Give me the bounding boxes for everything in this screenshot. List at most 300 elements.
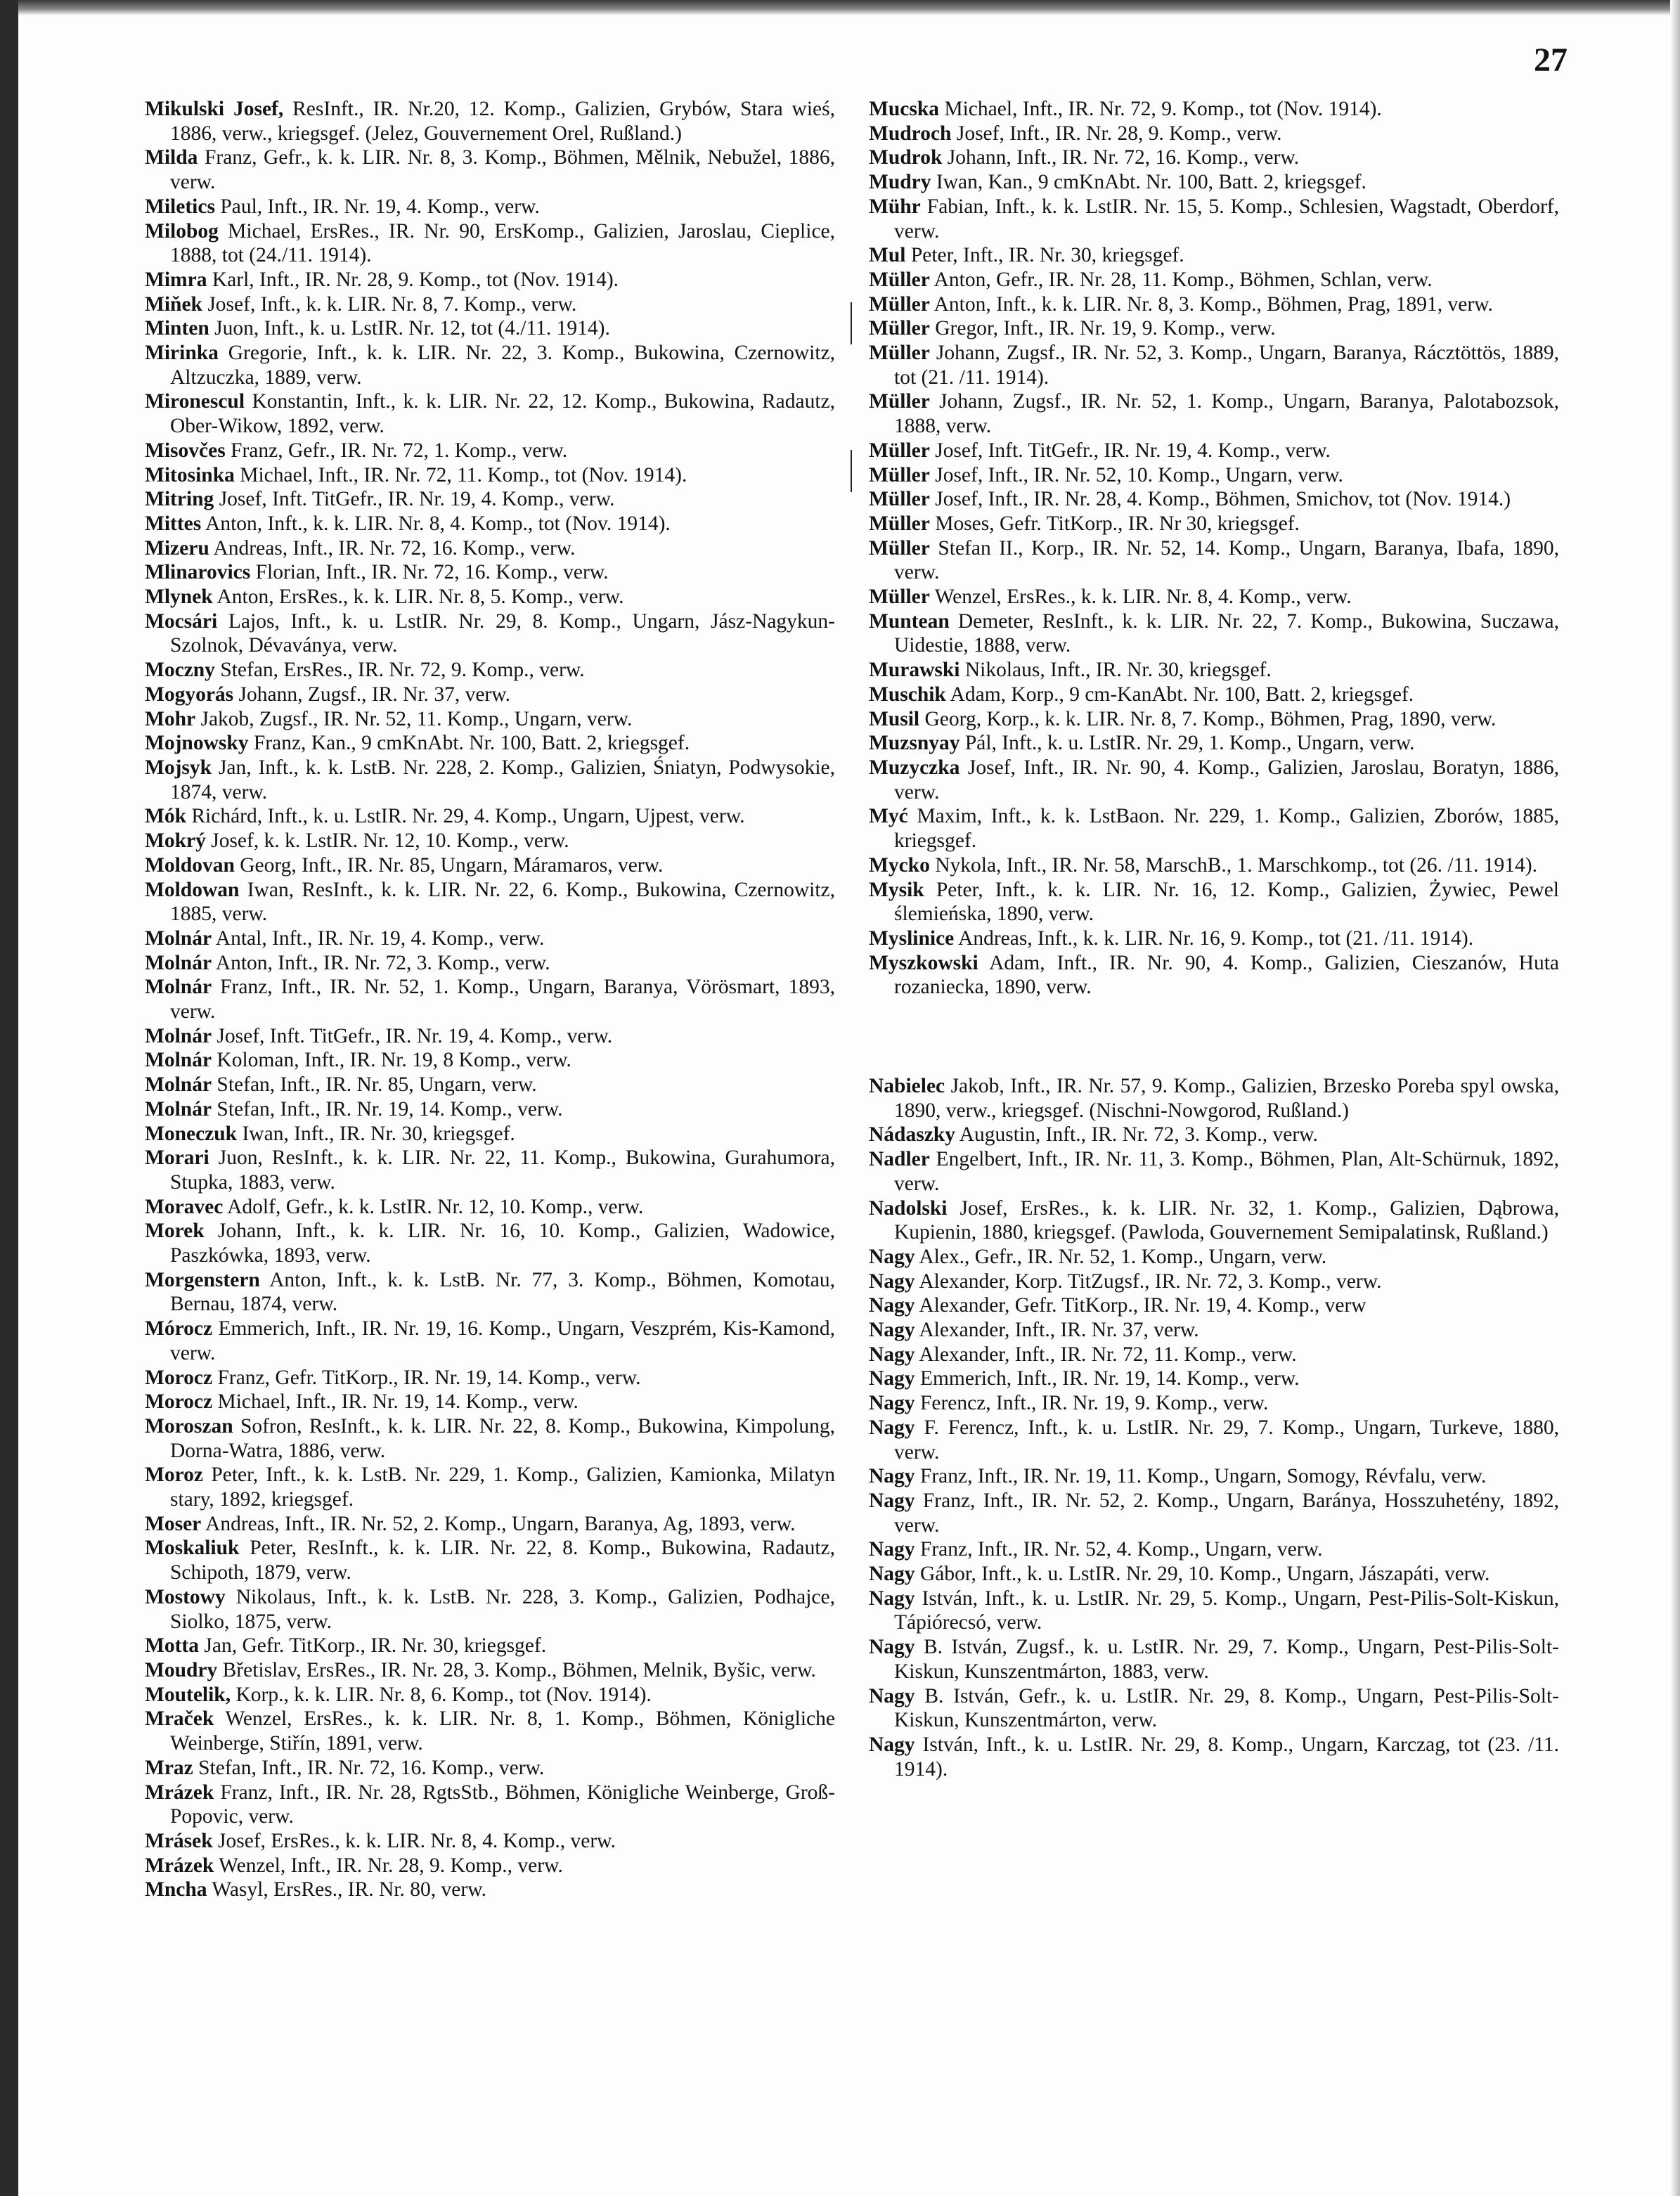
entry-surname: Nagy — [869, 1465, 915, 1488]
entry-surname: Mocsári — [145, 609, 218, 633]
entry-details: Georg, Inft., IR. Nr. 85, Ungarn, Máramaros, verw. — [240, 853, 664, 877]
casualty-entry — [869, 1270, 1559, 1294]
entry-surname: Müller — [869, 342, 930, 365]
casualty-entry — [145, 1463, 835, 1511]
casualty-entry — [869, 389, 1559, 438]
entry-surname: Milda — [145, 146, 198, 169]
casualty-entry — [869, 146, 1559, 170]
margin-mark — [851, 450, 852, 492]
entry-surname: Moutelik, — [145, 1683, 231, 1706]
entry-surname: Moser — [145, 1512, 202, 1535]
casualty-entry — [869, 585, 1559, 609]
entry-details: Wenzel, ErsRes., k. k. LIR. Nr. 8, 4. Komp., verw. — [934, 586, 1352, 609]
section-gap — [869, 1000, 1559, 1074]
entry-details: Josef, ErsRes., k. k. LIR. Nr. 32, 1. Komp., Galizien, Dąbrowa, Kupienin, 1880, kriegsgef. (Pawloda, Gouvernement Semipalatinsk, Rußland.) — [894, 1196, 1560, 1244]
casualty-entry — [145, 341, 835, 389]
casualty-entry — [869, 658, 1559, 683]
casualty-entry — [145, 804, 835, 829]
entry-details: Johann, Zugsf., IR. Nr. 52, 1. Komp., Ungarn, Baranya, Palotabozsok, 1888, verw. — [894, 390, 1559, 438]
entry-details: Jakob, Inft., IR. Nr. 57, 9. Komp., Galizien, Brzesko Poreba spyl owska, 1890, verw., kriegsgef. (Nischni-Nowgorod, Rußland.) — [894, 1075, 1559, 1122]
entry-details: Stefan, Inft., IR. Nr. 85, Ungarn, verw. — [217, 1073, 537, 1097]
entry-surname: Mudry — [869, 171, 931, 194]
entry-details: Andreas, Inft., k. k. LIR. Nr. 16, 9. Komp., tot (21. /11. 1914). — [958, 926, 1474, 950]
entry-surname: Morocz — [145, 1366, 213, 1389]
entry-surname: Nádaszky — [869, 1123, 955, 1147]
entry-surname: Molnár — [145, 1049, 212, 1072]
casualty-entry — [869, 463, 1559, 488]
entry-surname: Morocz — [145, 1390, 213, 1414]
casualty-entry — [869, 804, 1559, 853]
entry-surname: Mühr — [869, 195, 921, 218]
entry-surname: Myszkowski — [869, 951, 978, 974]
entry-details: Franz, Inft., IR. Nr. 52, 4. Komp., Ungarn, verw. — [919, 1538, 1323, 1561]
section-n — [869, 1074, 1559, 1781]
entry-surname: Müller — [869, 536, 930, 560]
casualty-entry — [869, 1391, 1559, 1416]
entry-details: Fabian, Inft., k. k. LstIR. Nr. 15, 5. Komp., Schlesien, Wagstadt, Oberdorf, verw. — [894, 195, 1560, 243]
entry-details: Koloman, Inft., IR. Nr. 19, 8 Komp., verw. — [217, 1049, 571, 1072]
casualty-entry — [145, 683, 835, 707]
entry-surname: Mokrý — [145, 829, 206, 853]
entry-surname: Murawski — [869, 659, 960, 682]
casualty-entry — [869, 707, 1559, 732]
entry-surname: Nagy — [869, 1489, 915, 1512]
entry-surname: Moskaliuk — [145, 1537, 240, 1560]
entry-surname: Mirinka — [145, 342, 219, 365]
entry-details: Gregorie, Inft., k. k. LIR. Nr. 22, 3. Komp., Bukowina, Czernowitz, Altzuczka, 1889, verw. — [170, 342, 835, 389]
casualty-entry — [145, 1073, 835, 1097]
casualty-entry — [869, 1318, 1559, 1343]
entry-surname: Muntean — [869, 609, 950, 633]
entry-surname: Mul — [869, 244, 906, 267]
entry-surname: Mlinarovics — [145, 561, 251, 584]
casualty-entry — [145, 536, 835, 561]
casualty-entry — [145, 1048, 835, 1073]
casualty-entry — [145, 1512, 835, 1537]
casualty-entry — [145, 1707, 835, 1755]
entry-details: Michael, ErsRes., IR. Nr. 90, ErsKomp., Galizien, Jaroslau, Cieplice, 1888, tot (24./11. 1914). — [170, 219, 836, 267]
entry-surname: Mórocz — [145, 1317, 213, 1341]
scan-border-right — [1670, 0, 1680, 2196]
casualty-entry — [869, 170, 1559, 195]
entry-surname: Mizeru — [145, 536, 209, 560]
entry-details: Ferencz, Inft., IR. Nr. 19, 9. Komp., verw. — [919, 1392, 1269, 1415]
casualty-entry — [869, 439, 1559, 463]
casualty-entry — [869, 1635, 1559, 1684]
entry-surname: Mudrok — [869, 146, 943, 169]
entry-details: Richárd, Inft., k. u. LstIR. Nr. 29, 4. Komp., Ungarn, Ujpest, verw. — [191, 805, 745, 828]
entry-details: Nykola, Inft., IR. Nr. 58, MarschB., 1. Marschkomp., tot (26. /11. 1914). — [935, 853, 1537, 877]
entry-surname: Müller — [869, 390, 930, 413]
casualty-entry — [869, 1123, 1559, 1147]
casualty-entry — [145, 219, 835, 268]
entry-surname: Nadler — [869, 1148, 930, 1171]
casualty-entry — [145, 926, 835, 951]
casualty-entry — [869, 1587, 1559, 1635]
entry-surname: Müller — [869, 488, 930, 511]
entry-surname: Müller — [869, 586, 930, 609]
casualty-entry — [869, 926, 1559, 951]
entry-details: ResInft., IR. Nr.20, 12. Komp., Galizien, Grybów, Stara wieś, 1886, verw., kriegsgef. (Jelez, Gouvernement Orel, Rußland.) — [170, 98, 836, 145]
entry-details: Peter, Inft., k. k. LIR. Nr. 16, 12. Komp., Galizien, Żywiec, Pewel ślemieńska, 1890, verw. — [894, 878, 1559, 926]
entry-details: Anton, Inft., k. k. LIR. Nr. 8, 3. Komp., Böhmen, Prag, 1891, verw. — [933, 292, 1493, 316]
casualty-entry — [145, 389, 835, 438]
entry-details: Konstantin, Inft., k. k. LIR. Nr. 22, 12. Komp., Bukowina, Radautz, Ober-Wikow, 1892, verw. — [170, 390, 836, 438]
entry-surname: Muschik — [869, 683, 946, 706]
entry-details: Alexander, Inft., IR. Nr. 37, verw. — [919, 1319, 1199, 1342]
casualty-entry — [145, 975, 835, 1023]
entry-details: F. Ferencz, Inft., k. u. LstIR. Nr. 29, 7. Komp., Ungarn, Turkeve, 1880, verw. — [894, 1416, 1560, 1464]
entry-surname: Moczny — [145, 659, 215, 682]
entry-details: Michael, Inft., IR. Nr. 72, 9. Komp., tot (Nov. 1914). — [944, 98, 1382, 120]
scan-border-left — [0, 0, 18, 2196]
casualty-entry — [145, 1390, 835, 1414]
entry-surname: Mohr — [145, 707, 196, 730]
casualty-entry — [869, 122, 1559, 146]
entry-surname: Nagy — [869, 1392, 915, 1415]
entry-surname: Miletics — [145, 195, 215, 218]
entry-surname: Misovčes — [145, 439, 226, 462]
page-number: 27 — [1534, 41, 1568, 79]
casualty-entry — [145, 658, 835, 683]
entry-details: Emmerich, Inft., IR. Nr. 19, 16. Komp., Ungarn, Veszprém, Kis-Kamond, verw. — [170, 1317, 835, 1364]
entry-details: Michael, Inft., IR. Nr. 72, 11. Komp., tot (Nov. 1914). — [240, 463, 687, 486]
entry-surname: Myć — [869, 805, 908, 828]
entry-details: Franz, Kan., 9 cmKnAbt. Nr. 100, Batt. 2, kriegsgef. — [253, 732, 690, 755]
entry-details: Gábor, Inft., k. u. LstIR. Nr. 29, 10. Komp., Ungarn, Jászapáti, verw. — [919, 1563, 1490, 1586]
entry-details: Iwan, ResInft., k. k. LIR. Nr. 22, 6. Komp., Bukowina, Czernowitz, 1885, verw. — [170, 878, 836, 926]
casualty-entry — [869, 292, 1559, 317]
entry-details: Alexander, Inft., IR. Nr. 72, 11. Komp., verw. — [919, 1343, 1297, 1366]
entry-surname: Molnár — [145, 976, 212, 999]
entry-surname: Nagy — [869, 1636, 915, 1659]
casualty-entry — [145, 1658, 835, 1683]
entry-details: Franz, Inft., IR. Nr. 52, 1. Komp., Ungarn, Baranya, Vörösmart, 1893, verw. — [170, 976, 836, 1023]
casualty-entry — [145, 1829, 835, 1854]
casualty-entry — [145, 1634, 835, 1658]
entry-details: Emmerich, Inft., IR. Nr. 19, 14. Komp., verw. — [919, 1367, 1300, 1390]
casualty-entry — [869, 1416, 1559, 1464]
entry-surname: Moldowan — [145, 878, 240, 901]
casualty-entry — [145, 1122, 835, 1147]
entry-surname: Mncha — [145, 1878, 207, 1901]
entry-details: Andreas, Inft., IR. Nr. 72, 16. Komp., verw. — [213, 536, 576, 560]
entry-surname: Mostowy — [145, 1585, 226, 1608]
entry-surname: Müller — [869, 292, 930, 316]
entry-details: Jan, Inft., k. k. LstB. Nr. 228, 2. Komp., Galizien, Śniatyn, Podwysokie, 1874, verw. — [170, 756, 836, 803]
entry-details: Adolf, Gefr., k. k. LstIR. Nr. 12, 10. Komp., verw. — [227, 1195, 644, 1218]
casualty-entry — [145, 756, 835, 804]
entry-details: Wenzel, ErsRes., k. k. LIR. Nr. 8, 1. Komp., Böhmen, Königliche Weinberge, Stiřín, 1891, verw. — [170, 1707, 835, 1755]
entry-surname: Mrázek — [145, 1781, 214, 1804]
entry-surname: Nagy — [869, 1538, 915, 1561]
entry-details: Iwan, Inft., IR. Nr. 30, kriegsgef. — [242, 1122, 515, 1145]
entry-surname: Moldovan — [145, 853, 235, 877]
casualty-entry — [869, 512, 1559, 536]
entry-surname: Mycko — [869, 853, 930, 877]
casualty-entry — [145, 560, 835, 585]
casualty-entry — [145, 878, 835, 926]
casualty-entry — [869, 97, 1559, 122]
entry-details: Pál, Inft., k. u. LstIR. Nr. 29, 1. Komp., Ungarn, verw. — [964, 732, 1415, 755]
entry-surname: Moroz — [145, 1464, 203, 1487]
entry-details: Nikolaus, Inft., IR. Nr. 30, kriegsgef. — [964, 659, 1272, 682]
entry-details: Josef, Inft., IR. Nr. 52, 10. Komp., Ungarn, verw. — [935, 463, 1343, 486]
casualty-entry — [869, 609, 1559, 658]
entry-surname: Mrásek — [145, 1829, 213, 1852]
section-m — [869, 97, 1559, 1000]
entry-details: Maxim, Inft., k. k. LstBaon. Nr. 229, 1. Komp., Galizien, Zborów, 1885, kriegsgef. — [894, 805, 1559, 853]
casualty-entry — [145, 292, 835, 317]
entry-details: Anton, Inft., k. k. LstB. Nr. 77, 3. Komp., Böhmen, Komotau, Bernau, 1874, verw. — [170, 1268, 835, 1316]
entry-surname: Nagy — [869, 1733, 915, 1756]
entry-details: Paul, Inft., IR. Nr. 19, 4. Komp., verw. — [220, 195, 540, 218]
casualty-entry — [145, 439, 835, 463]
casualty-entry — [145, 585, 835, 609]
entry-details: Michael, Inft., IR. Nr. 19, 14. Komp., verw. — [217, 1390, 579, 1414]
entry-surname: Mók — [145, 805, 186, 828]
entry-surname: Nagy — [869, 1416, 915, 1439]
entry-surname: Nagy — [869, 1587, 915, 1610]
casualty-entry — [869, 1343, 1559, 1367]
casualty-entry — [145, 707, 835, 732]
entry-details: Anton, Inft., k. k. LIR. Nr. 8, 4. Komp., tot (Nov. 1914). — [205, 512, 671, 535]
casualty-entry — [869, 195, 1559, 243]
entry-surname: Mraček — [145, 1707, 214, 1731]
casualty-entry — [145, 951, 835, 976]
entry-surname: Mysik — [869, 878, 924, 901]
entry-surname: Mojsyk — [145, 756, 212, 779]
casualty-entry — [869, 1684, 1559, 1733]
entry-surname: Mittes — [145, 512, 202, 535]
entry-surname: Müller — [869, 439, 930, 462]
entry-details: Josef, Inft., IR. Nr. 28, 4. Komp., Böhmen, Smichov, tot (Nov. 1914.) — [935, 488, 1511, 511]
entry-surname: Nagy — [869, 1684, 915, 1707]
entry-details: Antal, Inft., IR. Nr. 19, 4. Komp., verw. — [215, 926, 545, 950]
scan-border-top — [0, 0, 1680, 15]
entry-details: Wasyl, ErsRes., IR. Nr. 80, verw. — [212, 1878, 486, 1901]
casualty-entry — [869, 487, 1559, 512]
entry-surname: Moravec — [145, 1195, 224, 1218]
entry-details: Franz, Inft., IR. Nr. 28, RgtsStb., Böhmen, Königliche Weinberge, Groß-Popovic, verw. — [170, 1781, 835, 1828]
entry-details: Anton, Gefr., IR. Nr. 28, 11. Komp., Böhmen, Schlan, verw. — [933, 268, 1433, 291]
entry-details: Jan, Gefr. TitKorp., IR. Nr. 30, kriegsgef. — [204, 1634, 547, 1658]
entry-surname: Mlynek — [145, 586, 213, 609]
entry-surname: Morgenstern — [145, 1268, 260, 1291]
entry-details: Josef, Inft. TitGefr., IR. Nr. 19, 4. Komp., verw. — [217, 1024, 613, 1047]
entry-surname: Mucska — [869, 98, 939, 120]
casualty-entry — [869, 1196, 1559, 1245]
casualty-entry — [869, 1464, 1559, 1489]
entry-details: B. István, Gefr., k. u. LstIR. Nr. 29, 8. Komp., Ungarn, Pest-Pilis-Solt-Kiskun, Kunszentmárton, verw. — [894, 1684, 1560, 1732]
entry-surname: Morek — [145, 1220, 205, 1243]
entry-surname: Milobog — [145, 219, 219, 243]
entry-surname: Motta — [145, 1634, 199, 1658]
entry-surname: Mironescul — [145, 390, 245, 413]
casualty-entry — [145, 1195, 835, 1220]
entry-details: Augustin, Inft., IR. Nr. 72, 3. Komp., verw. — [959, 1123, 1318, 1147]
casualty-entry — [145, 463, 835, 488]
entry-details: Franz, Inft., IR. Nr. 19, 11. Komp., Ungarn, Somogy, Révfalu, verw. — [919, 1465, 1487, 1488]
entry-details: Juon, Inft., k. u. LstIR. Nr. 12, tot (4./11. 1914). — [214, 317, 610, 340]
entry-surname: Nagy — [869, 1294, 915, 1317]
entry-details: Moses, Gefr. TitKorp., IR. Nr 30, kriegsgef. — [935, 512, 1300, 535]
entry-details: István, Inft., k. u. LstIR. Nr. 29, 5. Komp., Ungarn, Pest-Pilis-Solt-Kiskun, Tápiórecsó, verw. — [894, 1587, 1559, 1634]
entry-details: Alex., Gefr., IR. Nr. 52, 1. Komp., Ungarn, verw. — [919, 1245, 1327, 1268]
entry-surname: Morari — [145, 1147, 209, 1170]
casualty-entry — [869, 951, 1559, 1000]
entry-details: Stefan, ErsRes., IR. Nr. 72, 9. Komp., verw. — [220, 659, 585, 682]
casualty-entry — [145, 487, 835, 512]
casualty-entry — [869, 1147, 1559, 1196]
entry-surname: Nagy — [869, 1270, 915, 1293]
entry-details: Engelbert, Inft., IR. Nr. 11, 3. Komp., Böhmen, Plan, Alt-Schürnuk, 1892, verw. — [894, 1148, 1559, 1195]
entry-details: Josef, ErsRes., k. k. LIR. Nr. 8, 4. Komp., verw. — [218, 1829, 616, 1852]
entry-details: Josef, Inft. TitGefr., IR. Nr. 19, 4. Komp., verw. — [935, 439, 1331, 462]
casualty-entry — [869, 731, 1559, 756]
casualty-entry — [869, 1489, 1559, 1537]
entry-surname: Nagy — [869, 1563, 915, 1586]
entry-surname: Müller — [869, 317, 930, 340]
casualty-entry — [145, 609, 835, 658]
entry-details: István, Inft., k. u. LstIR. Nr. 29, 8. Komp., Ungarn, Karczag, tot (23. /11. 1914). — [894, 1733, 1559, 1781]
casualty-entry — [145, 1219, 835, 1267]
entry-details: Alexander, Gefr. TitKorp., IR. Nr. 19, 4. Komp., verw — [919, 1294, 1366, 1317]
casualty-entry — [869, 1245, 1559, 1270]
entry-details: Georg, Korp., k. k. LIR. Nr. 8, 7. Komp., Böhmen, Prag, 1890, verw. — [924, 707, 1497, 730]
entry-surname: Molnár — [145, 1073, 212, 1097]
entry-details: Karl, Inft., IR. Nr. 28, 9. Komp., tot (Nov. 1914). — [212, 268, 619, 291]
casualty-entry — [145, 731, 835, 756]
entry-surname: Mimra — [145, 268, 207, 291]
casualty-entry — [145, 1585, 835, 1634]
entry-surname: Nadolski — [869, 1196, 948, 1220]
entry-surname: Müller — [869, 463, 930, 486]
casualty-entry — [145, 1414, 835, 1463]
casualty-entry — [145, 146, 835, 194]
entry-details: Johann, Inft., IR. Nr. 72, 16. Komp., verw. — [947, 146, 1300, 169]
casualty-entry — [145, 853, 835, 878]
entry-details: Jakob, Zugsf., IR. Nr. 52, 11. Komp., Ungarn, verw. — [200, 707, 633, 730]
entry-surname: Mojnowsky — [145, 732, 249, 755]
entry-details: Franz, Gefr., k. k. LIR. Nr. 8, 3. Komp., Böhmen, Mělnik, Nebužel, 1886, verw. — [170, 146, 836, 194]
casualty-entry — [145, 1781, 835, 1829]
entry-surname: Molnár — [145, 1097, 212, 1120]
entry-details: Peter, Inft., k. k. LstB. Nr. 229, 1. Komp., Galizien, Kamionka, Milatyn stary, 1892, kriegsgef. — [170, 1464, 835, 1511]
entry-details: Josef, Inft., IR. Nr. 28, 9. Komp., verw. — [956, 122, 1282, 145]
casualty-entry — [869, 878, 1559, 926]
entry-details: Johann, Zugsf., IR. Nr. 37, verw. — [238, 683, 510, 706]
entry-details: Adam, Inft., IR. Nr. 90, 4. Komp., Galizien, Cieszanów, Huta rozaniecka, 1890, verw. — [894, 951, 1559, 999]
entry-details: Anton, Inft., IR. Nr. 72, 3. Komp., verw. — [215, 951, 550, 974]
entry-surname: Mogyorás — [145, 683, 234, 706]
casualty-entry — [145, 268, 835, 292]
entry-details: Peter, Inft., IR. Nr. 30, kriegsgef. — [910, 244, 1184, 267]
casualty-entry — [869, 683, 1559, 707]
entry-details: Iwan, Kan., 9 cmKnAbt. Nr. 100, Batt. 2, kriegsgef. — [936, 171, 1366, 194]
entry-surname: Molnár — [145, 1024, 212, 1047]
entry-surname: Müller — [869, 268, 930, 291]
entry-surname: Mudroch — [869, 122, 952, 145]
casualty-entry — [869, 1537, 1559, 1562]
entry-surname: Molnár — [145, 926, 212, 950]
entry-details: Johann, Inft., k. k. LIR. Nr. 16, 10. Komp., Galizien, Wadowice, Paszkówka, 1893, verw. — [170, 1220, 836, 1267]
entry-surname: Miňek — [145, 292, 202, 316]
right-column — [869, 97, 1559, 1781]
casualty-entry — [145, 195, 835, 219]
entry-surname: Minten — [145, 317, 209, 340]
casualty-entry — [145, 829, 835, 853]
entry-details: Demeter, ResInft., k. k. LIR. Nr. 22, 7. Komp., Bukowina, Suczawa, Uidestie, 1888, verw. — [894, 609, 1559, 657]
casualty-entry — [869, 268, 1559, 292]
entry-surname: Mitosinka — [145, 463, 235, 486]
casualty-entry — [145, 1146, 835, 1194]
entry-surname: Moudry — [145, 1659, 218, 1681]
margin-mark — [851, 302, 852, 344]
entry-details: Florian, Inft., IR. Nr. 72, 16. Komp., verw. — [255, 561, 609, 584]
entry-details: Josef, k. k. LstIR. Nr. 12, 10. Komp., verw. — [211, 829, 569, 853]
casualty-entry — [145, 1024, 835, 1049]
casualty-entry — [869, 756, 1559, 804]
entry-surname: Musil — [869, 707, 920, 730]
entry-details: Franz, Inft., IR. Nr. 52, 2. Komp., Ungarn, Baránya, Hosszuhetény, 1892, verw. — [894, 1489, 1560, 1537]
entry-details: Stefan, Inft., IR. Nr. 19, 14. Komp., verw. — [217, 1097, 563, 1120]
casualty-entry — [145, 1854, 835, 1878]
entry-surname: Muzyczka — [869, 756, 960, 779]
entry-details: Franz, Gefr., IR. Nr. 72, 1. Komp., verw. — [231, 439, 568, 462]
entry-details: Juon, ResInft., k. k. LIR. Nr. 22, 11. Komp., Bukowina, Gurahumora, Stupka, 1883, verw. — [170, 1147, 835, 1194]
casualty-entry — [869, 1367, 1559, 1391]
entry-surname: Nabielec — [869, 1075, 945, 1098]
casualty-entry — [869, 243, 1559, 268]
entry-surname: Moneczuk — [145, 1122, 238, 1145]
casualty-entry — [145, 1536, 835, 1584]
entry-surname: Nagy — [869, 1245, 915, 1268]
entry-details: Josef, Inft. TitGefr., IR. Nr. 19, 4. Komp., verw. — [219, 488, 615, 511]
entry-surname: Muzsnyay — [869, 732, 960, 755]
casualty-entry — [869, 1074, 1559, 1123]
casualty-entry — [869, 341, 1559, 389]
entry-details: Josef, Inft., IR. Nr. 90, 4. Komp., Galizien, Jaroslau, Boratyn, 1886, verw. — [894, 756, 1560, 803]
entry-details: B. István, Zugsf., k. u. LstIR. Nr. 29, 7. Komp., Ungarn, Pest-Pilis-Solt-Kiskun, Kunszentmárton, 1883, verw. — [894, 1636, 1559, 1683]
entry-details: Lajos, Inft., k. u. LstIR. Nr. 29, 8. Komp., Ungarn, Jász-Nagykun-Szolnok, Dévaványa, verw. — [170, 609, 835, 657]
entry-details: Adam, Korp., 9 cm-KanAbt. Nr. 100, Batt. 2, kriegsgef. — [950, 683, 1414, 706]
entry-details: Wenzel, Inft., IR. Nr. 28, 9. Komp., verw. — [219, 1854, 563, 1877]
entry-surname: Nagy — [869, 1343, 915, 1366]
casualty-entry — [145, 1683, 835, 1707]
entry-details: Anton, ErsRes., k. k. LIR. Nr. 8, 5. Komp., verw. — [217, 586, 624, 609]
entry-surname: Mitring — [145, 488, 214, 511]
entry-details: Stefan II., Korp., IR. Nr. 52, 14. Komp., Ungarn, Baranya, Ibafa, 1890, verw. — [894, 536, 1559, 584]
entry-details: Korp., k. k. LIR. Nr. 8, 6. Komp., tot (Nov. 1914). — [235, 1683, 652, 1706]
casualty-entry — [869, 1733, 1559, 1781]
casualty-entry — [145, 1268, 835, 1317]
casualty-entry — [869, 1293, 1559, 1318]
left-column — [145, 97, 835, 1902]
casualty-entry — [869, 853, 1559, 878]
casualty-entry — [869, 1562, 1559, 1587]
casualty-entry — [145, 1317, 835, 1365]
entry-details: Franz, Gefr. TitKorp., IR. Nr. 19, 14. Komp., verw. — [217, 1366, 641, 1389]
entry-surname: Nagy — [869, 1319, 915, 1342]
entry-surname: Mraz — [145, 1756, 193, 1779]
entry-surname: Mrázek — [145, 1854, 214, 1877]
entry-details: Alexander, Korp. TitZugsf., IR. Nr. 72, 3. Komp., verw. — [919, 1270, 1382, 1293]
entry-details: Johann, Zugsf., IR. Nr. 52, 3. Komp., Ungarn, Baranya, Rácztöttös, 1889, tot (21. /11. 1914). — [894, 342, 1559, 389]
entry-details: Gregor, Inft., IR. Nr. 19, 9. Komp., verw. — [935, 317, 1276, 340]
casualty-entry — [869, 536, 1559, 585]
entry-details: Josef, Inft., k. k. LIR. Nr. 8, 7. Komp., verw. — [207, 292, 577, 316]
